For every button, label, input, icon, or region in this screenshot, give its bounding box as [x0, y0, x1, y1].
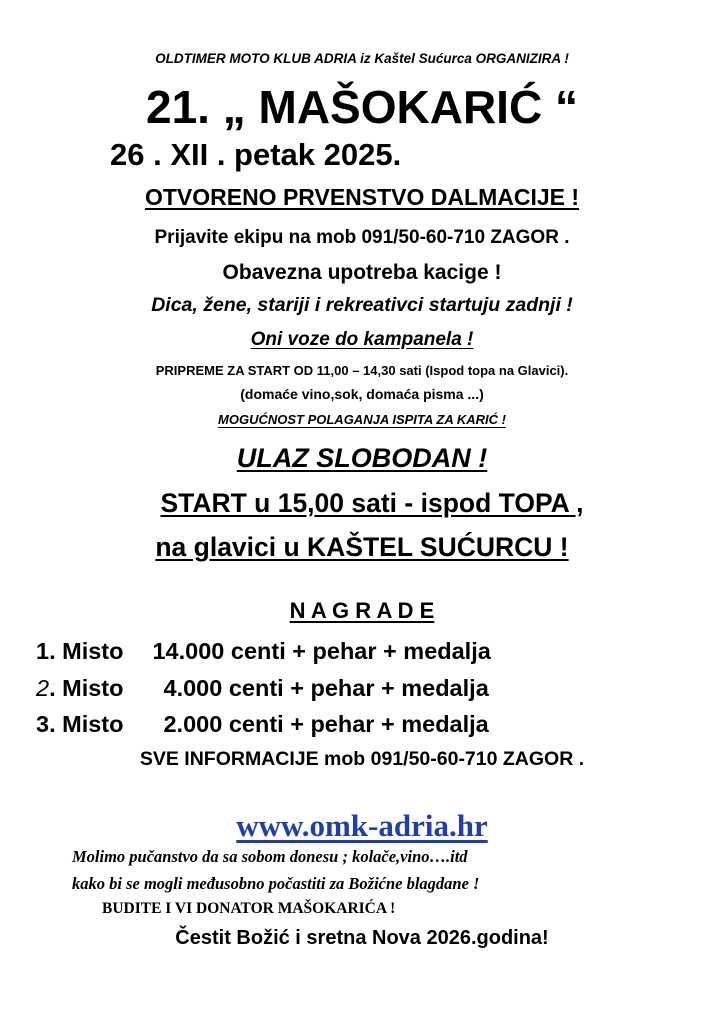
prize-value-2: 4.000 centi + pehar + medalja	[163, 675, 489, 701]
championship-line: OTVORENO PRVENSTVO DALMACIJE !	[144, 184, 580, 210]
prizes-heading: N A G R A D E	[289, 598, 435, 623]
preparation-line: PRIPREME ZA START OD 11,00 – 14,30 sati (Ispod topa na Glavici).	[155, 363, 569, 378]
prize-place-2: 2. Misto	[36, 675, 124, 701]
prize-value-3: 2.000 centi + pehar + medalja	[163, 711, 489, 737]
request-line-2: kako bi se mogli međusobno počastiti za Božićne blagdane !	[72, 874, 480, 893]
prize-row-3	[36, 713, 489, 737]
helmet-line: Obavezna upotreba kacige !	[222, 261, 502, 284]
start-line-2: na glavici u KAŠTEL SUĆURCU !	[155, 532, 569, 562]
entry-line: ULAZ SLOBODAN !	[236, 443, 488, 473]
organizer-line: OLDTIMER MOTO KLUB ADRIA iz Kaštel Sućurca ORGANIZIRA !	[155, 51, 569, 66]
prize-place-3: 3. Misto	[36, 711, 124, 737]
website-link[interactable]: www.omk-adria.hr	[236, 808, 488, 843]
prize-row-2	[36, 677, 489, 701]
request-line-1: Molimo pučanstvo da sa sobom donesu ; kolače,vino….itd	[72, 847, 468, 866]
exam-line: MOGUĆNOST POLAGANJA ISPITA ZA KARIĆ !	[218, 412, 506, 427]
prize-place-1: 1. Misto	[36, 638, 124, 664]
categories-line: Dica, žene, stariji i rekreativci startuju zadnji !	[151, 294, 573, 316]
start-line-1: START u 15,00 sati - ispod TOPA ,	[160, 488, 584, 518]
prize-value-1: 14.000 centi + pehar + medalja	[152, 638, 491, 664]
event-date: 26 . XII . petak 2025.	[110, 137, 402, 172]
greeting-line: Čestit Božić i sretna Nova 2026.godina!	[175, 927, 549, 949]
route-line: Oni voze do kampanela !	[250, 329, 474, 350]
donor-line: BUDITE I VI DONATOR MAŠOKARIĆA !	[102, 900, 396, 917]
registration-line: Prijavite ekipu na mob 091/50-60-710 ZAGOR .	[154, 227, 570, 248]
prize-row-1	[36, 640, 491, 664]
info-line: SVE INFORMACIJE mob 091/50-60-710 ZAGOR .	[139, 748, 585, 770]
event-title: 21. „ MAŠOKARIĆ “	[146, 81, 578, 133]
refreshments-line: (domaće vino,sok, domaća pisma ...)	[240, 386, 484, 402]
